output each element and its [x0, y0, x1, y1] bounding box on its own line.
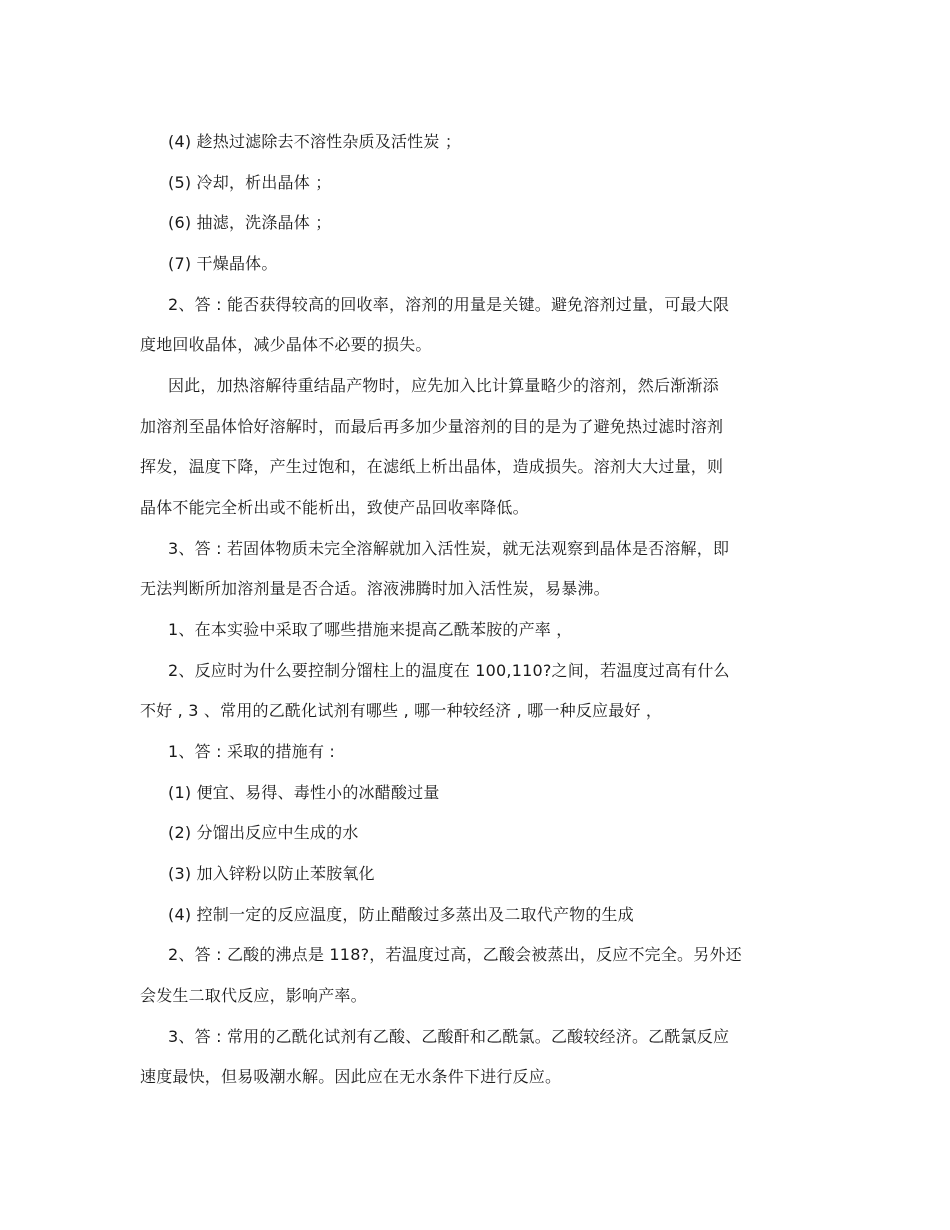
text-line: 2、答 : 能否获得较高的回收率，溶剂的用量是关键。避免溶剂过量，可最大限 [168, 295, 730, 314]
text-line: 1、在本实验中采取了哪些措施来提高乙酰苯胺的产率 ， [168, 620, 573, 639]
text-line: 3、答 : 若固体物质未完全溶解就加入活性炭，就无法观察到晶体是否溶解，即 [168, 539, 730, 558]
text-line: 挥发，温度下降，产生过饱和，在滤纸上析出晶体，造成损失。溶剂大大过量，则 [140, 457, 724, 476]
text-line: 晶体不能完全析出或不能析出，致使产品回收率降低。 [140, 498, 529, 517]
text-line: (5) 冷却，析出晶体 ； [168, 173, 332, 192]
text-line: (6) 抽滤，洗涤晶体 ； [168, 213, 332, 232]
text-line: 不好 , 3 、常用的乙酰化试剂有哪些 , 哪一种较经济 , 哪一种反应最好 ， [140, 701, 663, 720]
text-line: (1) 便宜、易得、毒性小的冰醋酸过量 [168, 783, 440, 802]
text-line: (2) 分馏出反应中生成的水 [168, 823, 359, 842]
text-line: 加溶剂至晶体恰好溶解时，而最后再多加少量溶剂的目的是为了避免热过滤时溶剂 [140, 417, 724, 436]
text-line: (3) 加入锌粉以防止苯胺氧化 [168, 864, 375, 883]
text-line: 1、答 : 采取的措施有 : [168, 742, 336, 761]
text-line: 3、答 : 常用的乙酰化试剂有乙酸、乙酸酐和乙酰氯。乙酸较经济。乙酰氯反应 [168, 1027, 730, 1046]
text-line: 无法判断所加溶剂量是否合适。溶液沸腾时加入活性炭，易暴沸。 [140, 579, 610, 598]
text-line: 2、答 : 乙酸的沸点是 118?，若温度过高，乙酸会被蒸出，反应不完全。另外还 [168, 945, 742, 964]
text-line: 会发生二取代反应，影响产率。 [140, 986, 367, 1005]
text-line: (7) 干燥晶体。 [168, 254, 278, 273]
text-line: 度地回收晶体，减少晶体不必要的损失。 [140, 335, 432, 354]
text-line: 速度最快，但易吸潮水解。因此应在无水条件下进行反应。 [140, 1067, 562, 1086]
text-line: (4) 趁热过滤除去不溶性杂质及活性炭 ； [168, 132, 462, 151]
text-line: 因此，加热溶解待重结晶产物时，应先加入比计算量略少的溶剂，然后渐渐添 [168, 376, 719, 395]
text-line: (4) 控制一定的反应温度，防止醋酸过多蒸出及二取代产物的生成 [168, 905, 634, 924]
text-line: 2、反应时为什么要控制分馏柱上的温度在 100,110?之间，若温度过高有什么 [168, 661, 730, 680]
